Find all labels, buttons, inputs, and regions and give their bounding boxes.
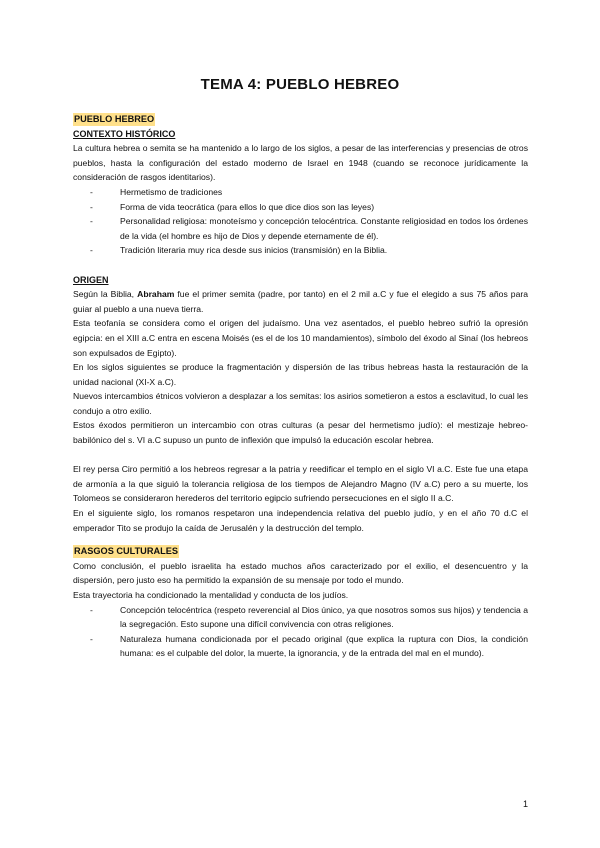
section-rasgos-culturales xyxy=(73,544,528,661)
list-rasgos-contexto xyxy=(73,185,528,258)
list-item: - Naturaleza humana condicionada por el pecado original (que explica la ruptura con Dios, la condición humana: es el culpable del dolor, la muerte, la ignorancia, y de la entrada del mal en el mundo). xyxy=(90,633,528,659)
abraham-name: Abraham xyxy=(137,289,175,300)
paragraph-conclusion: Como conclusión, el pueblo israelita ha estado muchos años caracterizado por el exilio, el desencuentro y la dispersión, pero justo eso ha permitido la expansión de su mensaje por todo el mundo. xyxy=(73,560,528,586)
list-item: - Tradición literaria muy rica desde sus inicios (transmisión) en la Biblia. xyxy=(73,243,528,258)
page-number: 1 xyxy=(522,799,528,809)
paragraph-contexto: La cultura hebrea o semita se ha mantenido a lo largo de los siglos, a pesar de las interferencias y presencias de otros pueblos, hasta la configuración del estado moderno de Israel en 1948 (cuando se reconoce jurídicamente la consideración de rasgos identitarios). xyxy=(73,143,528,183)
paragraph-romanos: En el siguiente siglo, los romanos respetaron una independencia relativa del pueblo judío, y en el año 70 d.C el emperador Tito se produjo la caída de Jerusalén y la destrucción del templo. xyxy=(73,508,528,533)
paragraph-exodos: Estos éxodos permitieron un intercambio con otras culturas (a pesar del hermetismo judío): el mestizaje hebreo-babilónico del s. VI a.C supuso un punto de inflexión que impulsó la educación escolar hebrea. xyxy=(73,420,528,446)
section-heading-pueblo-hebreo: PUEBLO HEBREO xyxy=(74,114,155,124)
list-item: - Personalidad religiosa: monoteísmo y concepción telocéntrica. Constante religiosidad en todos los órdenes de la vida (el hombre es hijo de Dios y depende eternamente de él). xyxy=(90,216,528,241)
section-heading-rasgos-culturales: RASGOS CULTURALES xyxy=(74,546,178,557)
list-item: - Forma de vida teocrática (para ellos lo que dice dios son las leyes) xyxy=(73,200,528,215)
document-title: TEMA 4: PUEBLO HEBREO xyxy=(200,76,400,93)
list-item: - Hermetismo de tradiciones xyxy=(73,185,528,200)
paragraph-ciro: El rey persa Ciro permitió a los hebreos regresar a la patria y reedificar el templo en el siglo VI a.C. Este fue una etapa de armonía a la que siguió la tolerancia religiosa de los tiempos de Alejandro Magno (IV a.C) pero a su muerte, los Tolomeos se consideraron herederos del territorio egipcio sufriendo persecuciones en el siglo II a.C. xyxy=(73,464,528,504)
paragraph-teofania: Esta teofanía se considera como el origen del judaísmo. Una vez asentados, el pueblo hebreo sufrió la opresión egipcia: en el XIII a.C entra en escena Moisés (es el de los 10 mandamientos), símbolo del éxodo al Sinaí (los hebreos son expulsados de Egipto). xyxy=(73,318,528,358)
subheading-contexto-historico: CONTEXTO HISTÓRICO xyxy=(73,128,176,139)
dash-bullet: - xyxy=(90,216,93,227)
dash-bullet: - xyxy=(90,201,93,212)
heading-origen: ORIGEN xyxy=(73,274,109,285)
paragraph-abraham: Según la Biblia, Abraham fue el primer semita (padre, por tanto) en el 2 mil a.C y fue el elegido a sus 75 años para guiar al pueblo a una nueva tierra. xyxy=(73,289,528,314)
section-origen xyxy=(73,273,528,536)
list-rasgos-culturales xyxy=(73,603,528,661)
dash-bullet: - xyxy=(90,245,93,256)
dash-bullet: - xyxy=(90,186,93,197)
paragraph-fragmentacion: En los siglos siguientes se produce la fragmentación y dispersión de las tribus hebreas hasta la restauración de la unidad nacional (XI-X a.C). xyxy=(73,362,528,387)
paragraph-trayectoria: Esta trayectoria ha condicionado la mentalidad y conducta de los judíos. xyxy=(73,590,349,600)
document-body xyxy=(73,112,528,661)
dash-bullet: - xyxy=(90,633,93,644)
paragraph-intercambios: Nuevos intercambios étnicos volvieron a desplazar a los semitas: los asirios sometieron a estos a esclavitud, lo cual les condujo a otro exilio. xyxy=(73,391,528,416)
list-item: - Concepción telocéntrica (respeto reverencial al Dios único, ya que nosotros somos sus hijos) y tendencia a la segregación. Esto supone una difícil convivencia con otras religiones. xyxy=(90,604,528,630)
section-pueblo-hebreo xyxy=(73,112,528,258)
dash-bullet: - xyxy=(90,604,93,615)
